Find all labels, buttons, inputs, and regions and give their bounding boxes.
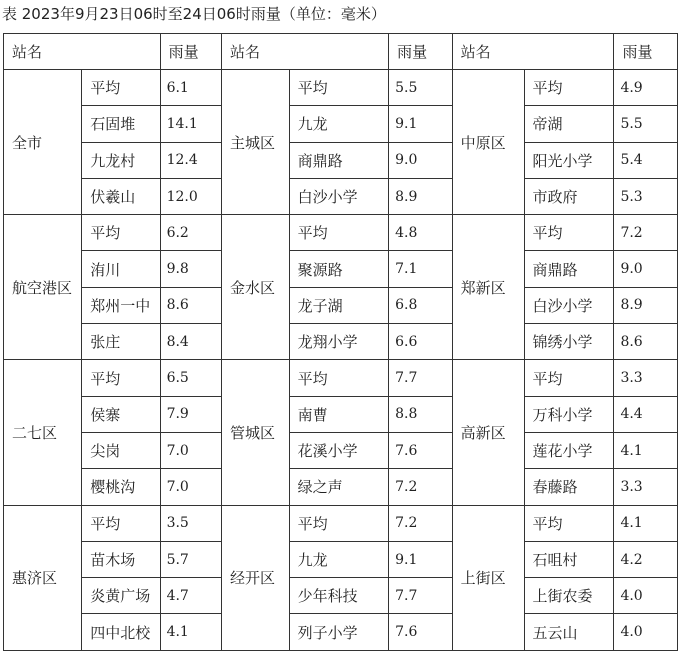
district-cell: 管城区 [221,360,289,505]
station-name-cell: 郑州一中 [82,287,160,323]
rainfall-value-cell: 4.0 [614,614,678,650]
station-name-cell: 四中北校 [82,614,160,650]
rainfall-value-cell: 4.1 [614,432,678,468]
rainfall-value-cell: 5.5 [389,70,452,106]
station-name-cell: 五云山 [524,614,614,650]
rainfall-value-cell: 8.8 [389,396,452,432]
district-cell: 上街区 [452,505,524,650]
station-name-cell: 平均 [524,360,614,396]
rainfall-value-cell: 12.0 [160,178,221,214]
rainfall-value-cell: 4.9 [614,70,678,106]
rainfall-value-cell: 4.2 [614,541,678,577]
station-name-cell: 张庄 [82,324,160,360]
table-row [4,578,678,614]
station-name-cell: 平均 [289,70,388,106]
rainfall-value-cell: 5.4 [614,142,678,178]
station-name-cell: 龙翔小学 [289,324,388,360]
rainfall-value-cell: 8.6 [614,324,678,360]
rainfall-value-cell: 7.6 [389,614,452,650]
station-name-cell: 南曹 [289,396,388,432]
table-row [4,287,678,323]
rainfall-value-cell: 8.9 [389,178,452,214]
district-cell: 经开区 [221,505,289,650]
rainfall-value-cell: 6.6 [389,324,452,360]
station-name-cell: 龙子湖 [289,287,388,323]
district-cell: 惠济区 [4,505,82,650]
rainfall-value-cell: 4.8 [389,215,452,251]
district-cell: 航空港区 [4,215,82,360]
table-row [4,614,678,650]
rainfall-table-body [4,34,678,651]
station-name-cell: 市政府 [524,178,614,214]
table-row [4,106,678,142]
table-row [4,432,678,468]
station-name-cell: 商鼎路 [289,142,388,178]
rainfall-value-cell: 4.4 [614,396,678,432]
district-cell: 金水区 [221,215,289,360]
station-name-cell: 洧川 [82,251,160,287]
rainfall-value-cell: 7.2 [389,505,452,541]
table-row [4,142,678,178]
station-name-cell: 绿之声 [289,469,388,505]
station-name-cell: 樱桃沟 [82,469,160,505]
rainfall-value-cell: 8.4 [160,324,221,360]
table-row [4,469,678,505]
table-caption: 表 2023年9月23日06时至24日06时雨量（单位：毫米） [2,5,386,23]
district-cell: 中原区 [452,70,524,215]
rainfall-value-cell: 7.7 [389,360,452,396]
rainfall-value-cell: 14.1 [160,106,221,142]
rainfall-value-cell: 3.3 [614,469,678,505]
district-cell: 主城区 [221,70,289,215]
station-name-cell: 尖岗 [82,432,160,468]
station-name-cell: 九龙 [289,106,388,142]
header-rain-1: 雨量 [160,34,221,70]
rainfall-value-cell: 9.1 [389,106,452,142]
table-row [4,505,678,541]
district-cell: 高新区 [452,360,524,505]
table-row [4,396,678,432]
rainfall-value-cell: 4.1 [614,505,678,541]
rainfall-value-cell: 7.1 [389,251,452,287]
station-name-cell: 平均 [524,215,614,251]
rainfall-value-cell: 6.2 [160,215,221,251]
rainfall-value-cell: 9.0 [614,251,678,287]
header-rain-2: 雨量 [389,34,452,70]
rainfall-value-cell: 7.0 [160,432,221,468]
station-name-cell: 花溪小学 [289,432,388,468]
station-name-cell: 九龙村 [82,142,160,178]
station-name-cell: 苗木场 [82,541,160,577]
rainfall-value-cell: 4.0 [614,578,678,614]
rainfall-value-cell: 8.6 [160,287,221,323]
district-cell: 郑新区 [452,215,524,360]
header-rain-3: 雨量 [614,34,678,70]
rainfall-value-cell: 5.3 [614,178,678,214]
rainfall-value-cell: 7.6 [389,432,452,468]
rainfall-value-cell: 9.0 [389,142,452,178]
rainfall-value-cell: 7.2 [614,215,678,251]
header-station-1: 站名 [4,34,161,70]
rainfall-value-cell: 6.5 [160,360,221,396]
station-name-cell: 石咀村 [524,541,614,577]
station-name-cell: 商鼎路 [524,251,614,287]
station-name-cell: 阳光小学 [524,142,614,178]
rainfall-value-cell: 5.5 [614,106,678,142]
rainfall-value-cell: 8.9 [614,287,678,323]
table-row [4,324,678,360]
rainfall-value-cell: 5.7 [160,541,221,577]
station-name-cell: 石固堆 [82,106,160,142]
station-name-cell: 平均 [289,505,388,541]
table-header-row [4,34,678,70]
station-name-cell: 莲花小学 [524,432,614,468]
district-cell: 二七区 [4,360,82,505]
header-station-2: 站名 [221,34,388,70]
station-name-cell: 白沙小学 [289,178,388,214]
rainfall-value-cell: 7.7 [389,578,452,614]
station-name-cell: 帝湖 [524,106,614,142]
station-name-cell: 平均 [82,70,160,106]
station-name-cell: 春藤路 [524,469,614,505]
rainfall-value-cell: 4.7 [160,578,221,614]
station-name-cell: 列子小学 [289,614,388,650]
table-row [4,70,678,106]
rainfall-value-cell: 6.1 [160,70,221,106]
table-row [4,215,678,251]
table-row [4,360,678,396]
rainfall-value-cell: 3.3 [614,360,678,396]
station-name-cell: 平均 [289,215,388,251]
station-name-cell: 平均 [82,360,160,396]
rainfall-table-container [3,33,678,651]
station-name-cell: 少年科技 [289,578,388,614]
station-name-cell: 聚源路 [289,251,388,287]
station-name-cell: 平均 [524,505,614,541]
station-name-cell: 上街农委 [524,578,614,614]
rainfall-value-cell: 4.1 [160,614,221,650]
station-name-cell: 伏羲山 [82,178,160,214]
station-name-cell: 炎黄广场 [82,578,160,614]
station-name-cell: 平均 [82,215,160,251]
station-name-cell: 万科小学 [524,396,614,432]
rainfall-value-cell: 7.9 [160,396,221,432]
rainfall-value-cell: 3.5 [160,505,221,541]
table-row [4,178,678,214]
rainfall-value-cell: 9.8 [160,251,221,287]
rainfall-value-cell: 9.1 [389,541,452,577]
table-row [4,541,678,577]
station-name-cell: 平均 [524,70,614,106]
district-cell: 全市 [4,70,82,215]
rainfall-table [3,33,678,651]
rainfall-value-cell: 7.2 [389,469,452,505]
station-name-cell: 九龙 [289,541,388,577]
rainfall-value-cell: 6.8 [389,287,452,323]
rainfall-value-cell: 12.4 [160,142,221,178]
station-name-cell: 侯寨 [82,396,160,432]
station-name-cell: 锦绣小学 [524,324,614,360]
table-row [4,251,678,287]
header-station-3: 站名 [452,34,614,70]
station-name-cell: 平均 [82,505,160,541]
rainfall-value-cell: 7.0 [160,469,221,505]
station-name-cell: 平均 [289,360,388,396]
station-name-cell: 白沙小学 [524,287,614,323]
